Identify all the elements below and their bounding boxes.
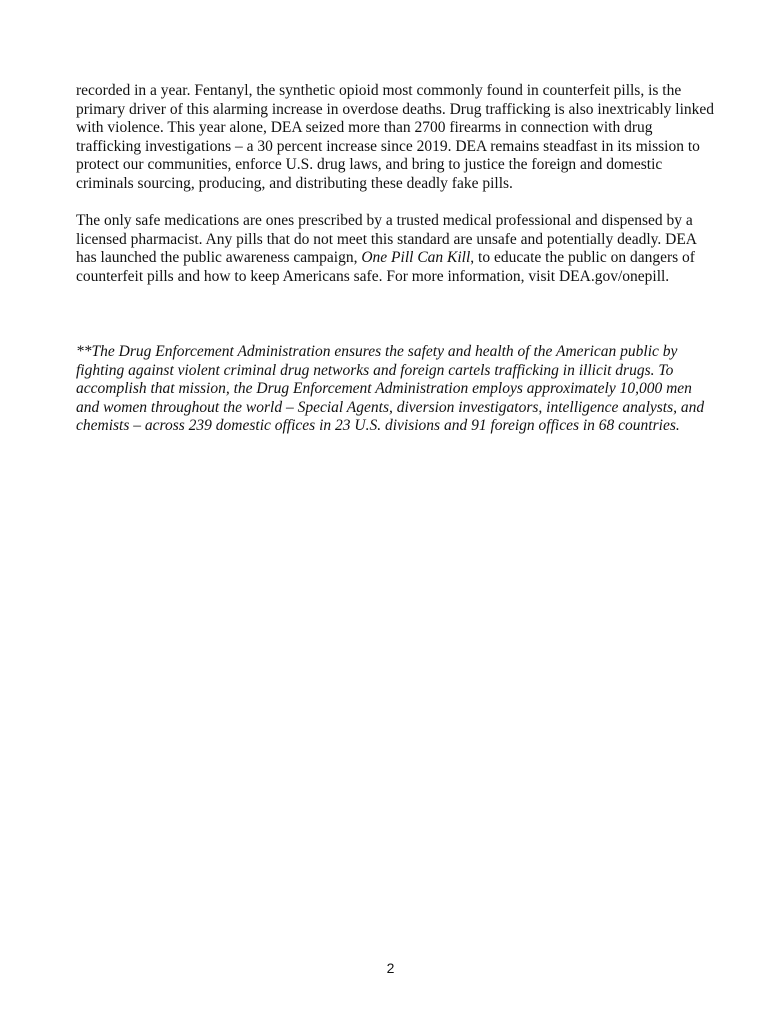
paragraph-text-end: , to educate the public on dangers of counterfeit pills and how to keep Americans safe. For more information, visit DEA.gov/onepill. — [76, 249, 695, 285]
dea-boilerplate-paragraph: **The Drug Enforcement Administration ensures the safety and health of the American public by fighting against violent criminal drug networks and foreign cartels trafficking in illicit drugs. To accomplish that mission, the Drug Enforcement Administration employs approximately 10,000 men and women throughout the world – Special Agents, diversion investigators, intelligence analysts, and chemists – across 239 domestic offices in 23 U.S. divisions and 91 foreign offices in 68 countries. — [76, 343, 705, 435]
paragraph-text-start: The only safe medications are ones prescribed by a trusted medical professional and dispensed by a licensed pharmacist. Any pills that do not meet this standard are unsafe and potentially deadly. DEA has launched the public awareness campaign, — [76, 212, 697, 267]
campaign-name: One Pill Can Kill — [361, 249, 471, 267]
body-paragraph-safe-medications — [76, 212, 716, 286]
body-paragraph-fentanyl: recorded in a year. Fentanyl, the synthetic opioid most commonly found in counterfeit pills, is the primary driver of this alarming increase in overdose deaths. Drug trafficking is also inextricably linked with violence. This year alone, DEA seized more than 2700 firearms in connection with drug trafficking investigations – a 30 percent increase since 2019. DEA remains steadfast in its mission to protect our communities, enforce U.S. drug laws, and bring to justice the foreign and domestic criminals sourcing, producing, and distributing these deadly fake pills. — [76, 82, 715, 192]
page-number: 2 — [386, 960, 395, 976]
